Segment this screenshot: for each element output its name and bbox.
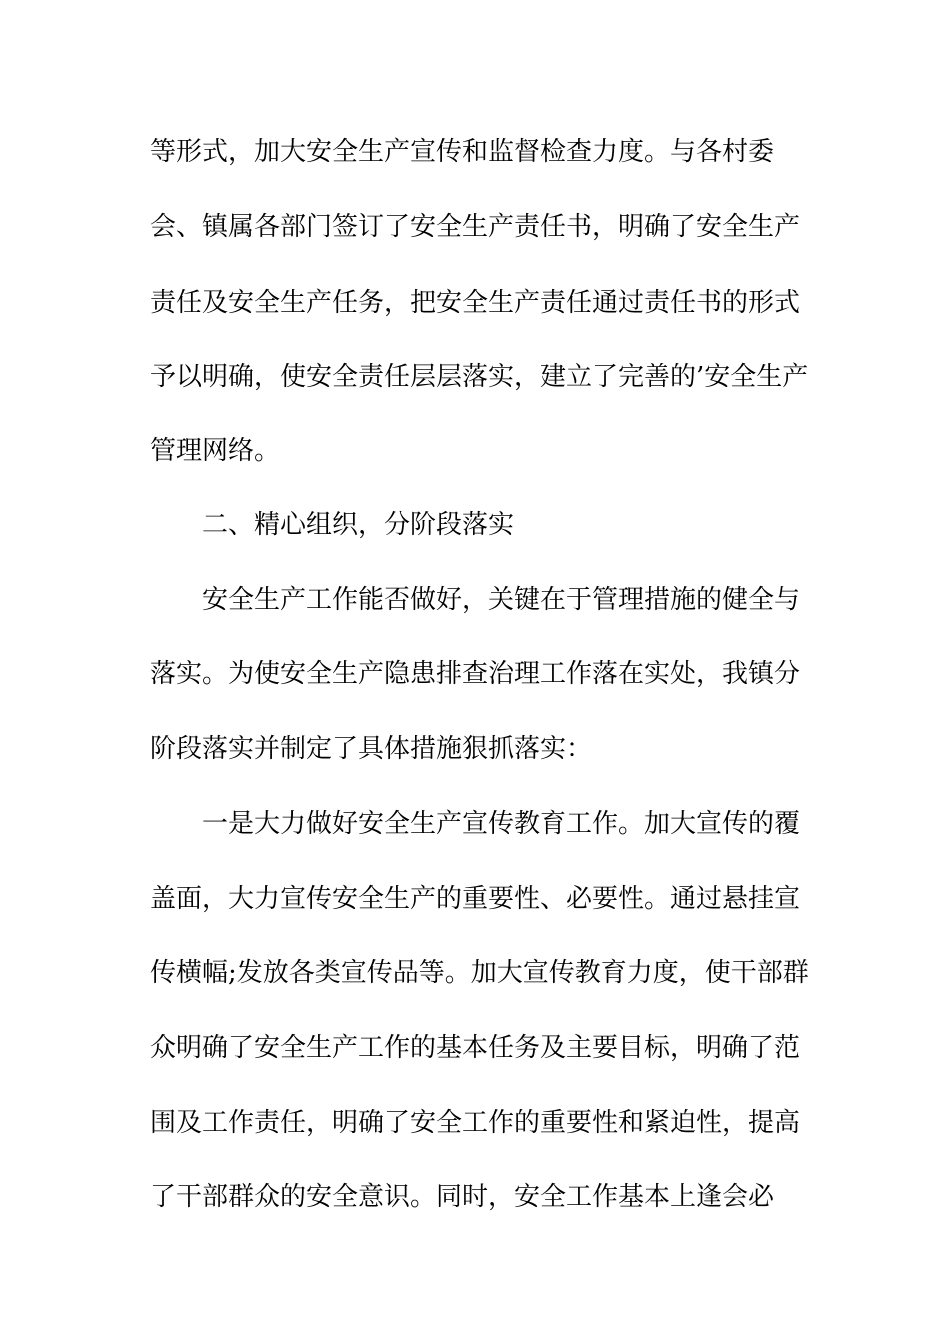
section-heading: 二、精心组织，分阶段落实 [202,510,515,540]
text-line: 传横幅;发放各类宣传品等。加大宣传教育力度，使干部群 [150,958,809,988]
text-line: 盖面，大力宣传安全生产的重要性、必要性。通过悬挂宣 [150,884,801,914]
text-line: 了干部群众的安全意识。同时，安全工作基本上逢会必 [150,1182,775,1212]
text-line: 责任及安全生产任务，把安全生产责任通过责任书的形式 [150,288,801,318]
text-line: 一是大力做好安全生产宣传教育工作。加大宣传的覆 [202,809,801,839]
text-line: 落实。为使安全生产隐患排查治理工作落在实处，我镇分 [150,659,801,689]
text-line: 安全生产工作能否做好，关键在于管理措施的健全与 [202,585,801,615]
text-line: 会、镇属各部门签订了安全生产责任书，明确了安全生产 [150,212,801,242]
text-line: 管理网络。 [150,436,281,466]
text-line: 等形式，加大安全生产宣传和监督检查力度。与各村委 [150,137,775,167]
text-line: 阶段落实并制定了具体措施狠抓落实： [150,734,593,764]
text-line: 众明确了安全生产工作的基本任务及主要目标，明确了范 [150,1033,801,1063]
text-line: 围及工作责任，明确了安全工作的重要性和紧迫性，提高 [150,1108,801,1138]
text-line: 予以明确，使安全责任层层落实，建立了完善的’安全生产 [150,362,809,392]
